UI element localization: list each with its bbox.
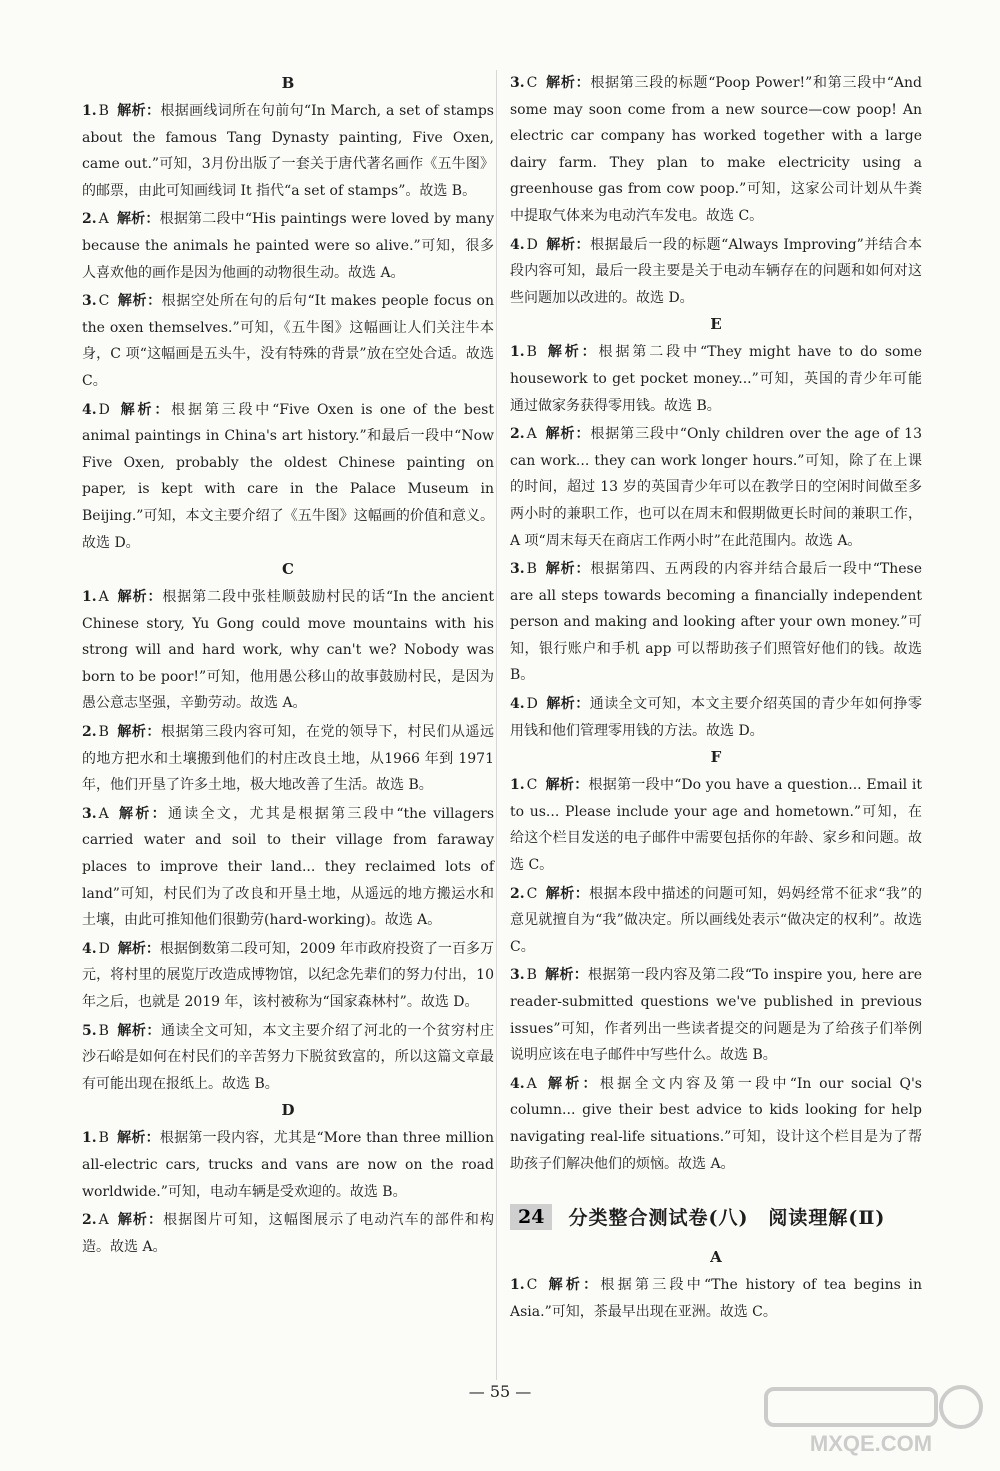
analysis-label: 解析： bbox=[116, 1022, 161, 1039]
unit-number-badge: 24 bbox=[510, 1204, 552, 1230]
question-number: 3. bbox=[82, 293, 97, 310]
answer-item bbox=[82, 719, 494, 799]
answer-item bbox=[82, 288, 494, 394]
answer-item bbox=[82, 1125, 494, 1205]
analysis-text: 根据第三段中“Five Oxen is one of the best animal paintings in China's art history.”和最后一段中“Now Five Oxen, probably the oldest Chinese painting on paper, is kept with care in the Palace Museum in Beijing.”可知，本文主要介绍了《五牛图》这幅画的价值和意义。故选 D。 bbox=[82, 401, 494, 551]
answer-item bbox=[510, 421, 922, 554]
answer-letter: C bbox=[526, 777, 538, 794]
question-number: 3. bbox=[510, 561, 525, 578]
answer-item bbox=[82, 801, 494, 934]
analysis-text: 根据第四、五两段的内容并结合最后一段中“These are all steps towards becoming a financially independent person and making and looking after your own money.”可知，银行账户和手机 app 可以帮助孩子们照管好他们的钱。故选 B。 bbox=[510, 561, 923, 684]
analysis-label: 解析： bbox=[545, 777, 589, 794]
answer-item bbox=[82, 98, 494, 204]
answer-letter: C bbox=[526, 1277, 538, 1294]
answer-letter: B bbox=[98, 1022, 109, 1039]
left-column bbox=[82, 70, 494, 1262]
answer-letter: C bbox=[526, 75, 538, 91]
answer-item bbox=[510, 881, 922, 961]
passage-letter: C bbox=[282, 560, 294, 579]
analysis-label: 解析： bbox=[117, 401, 172, 418]
answer-item bbox=[510, 691, 922, 744]
analysis-label: 解析： bbox=[544, 561, 591, 578]
passage-letter: A bbox=[710, 1248, 722, 1267]
unit-header bbox=[510, 1203, 922, 1230]
analysis-text: 根据第一段内容，尤其是“More than three million all-electric cars, trucks and vans are now on the road worldwide.”可知，电动车辆是受欢迎的。故选 B。 bbox=[82, 1130, 494, 1200]
analysis-text: 通读全文可知，本文主要介绍英国的青少年如何挣零用钱和他们管理零用钱的方法。故选 D。 bbox=[510, 696, 923, 739]
answer-letter: C bbox=[98, 293, 110, 310]
analysis-text: 根据画线词所在句前句“In March, a set of stamps about the famous Tang Dynasty painting, Five Oxen, came out.”可知，3月份出版了一套关于唐代著名画作《五牛图》的邮票，由此可知画线词 It 指代“a set of stamps”。故选 B。 bbox=[82, 103, 494, 199]
passage-letter: D bbox=[281, 1101, 295, 1120]
question-number: 1. bbox=[82, 103, 97, 119]
watermark-logo bbox=[756, 1379, 986, 1459]
analysis-label: 解析： bbox=[116, 211, 160, 228]
question-number: 1. bbox=[510, 344, 525, 361]
answer-letter: A bbox=[98, 1212, 109, 1229]
analysis-text: 根据第三段的标题“Poop Power!”和第三段中“And some may soon come from a new source—cow poop! An electric car company has worked together with a large dairy farm. They plan to make electricity using a greenhouse gas from cow poop.”可知，这家公司计划从牛粪中提取气体来为电动汽车发电。故选 C。 bbox=[510, 75, 922, 224]
answer-letter: B bbox=[98, 103, 109, 119]
answer-letter: A bbox=[526, 426, 537, 443]
answer-item bbox=[82, 206, 494, 286]
question-number: 2. bbox=[510, 426, 525, 443]
analysis-text: 根据图片可知，这幅图展示了电动汽车的部件和构造。故选 A。 bbox=[82, 1212, 495, 1255]
answer-item bbox=[82, 397, 494, 557]
question-number: 5. bbox=[82, 1022, 97, 1039]
question-number: 4. bbox=[510, 236, 525, 253]
question-number: 4. bbox=[510, 696, 525, 713]
analysis-label: 解析： bbox=[116, 805, 168, 822]
answer-letter: C bbox=[526, 885, 538, 902]
answer-item bbox=[510, 232, 922, 312]
analysis-text: 通读全文可知，本文主要介绍了河北的一个贫穷村庄沙石峪是如何在村民们的辛苦努力下脱贫致富的，所以这篇文章最有可能出现在报纸上。故选 B。 bbox=[82, 1022, 495, 1092]
answer-item bbox=[82, 584, 494, 717]
answer-letter: B bbox=[526, 344, 537, 361]
answer-item bbox=[82, 936, 494, 1016]
analysis-label: 解析： bbox=[116, 1130, 160, 1147]
answer-letter: B bbox=[98, 1130, 109, 1147]
analysis-label: 解析： bbox=[116, 724, 161, 741]
answer-item bbox=[82, 1207, 494, 1260]
analysis-text: 根据第二段中“His paintings were loved by many because the animals he painted were so alive.”可知，很多人喜欢他的画作是因为他画的动物很生动。故选 A。 bbox=[82, 211, 495, 281]
answer-letter: A bbox=[526, 1075, 537, 1092]
analysis-text: 根据倒数第二段可知，2009 年市政府投资了一百多万元，将村里的展览厅改造成博物馆，以纪念先辈们的努力付出，10 年之后，也就是 2019 年，该村被称为“国家森林村”。故选 D。 bbox=[82, 940, 495, 1010]
watermark-text: MXQE.COM bbox=[809, 1431, 933, 1456]
answer-item bbox=[82, 1018, 494, 1098]
question-number: 2. bbox=[82, 1212, 97, 1229]
question-number: 3. bbox=[510, 967, 525, 984]
answer-item bbox=[510, 1071, 922, 1177]
answer-letter: A bbox=[98, 589, 109, 606]
passage-letter: B bbox=[281, 74, 295, 92]
answer-item bbox=[510, 556, 922, 689]
analysis-label: 解析： bbox=[116, 1212, 164, 1229]
analysis-label: 解析： bbox=[545, 236, 591, 253]
question-number: 2. bbox=[82, 211, 97, 228]
analysis-text: 根据全文内容及第一段中“In our social Q's column... give their best advice to kids looking for help navigating real-life situations.”可知，设计这个栏目是为了帮助孩子们解决他们的烦恼。故选 A。 bbox=[510, 1075, 922, 1172]
column-divider bbox=[496, 70, 497, 1380]
unit-title: 分类整合测试卷(八) 阅读理解(Ⅱ) bbox=[568, 1207, 886, 1230]
question-number: 1. bbox=[510, 1277, 525, 1294]
answer-item bbox=[510, 339, 922, 419]
analysis-text: 根据第三段中“The history of tea begins in Asia.”可知，茶最早出现在亚洲。故选 C。 bbox=[510, 1277, 922, 1320]
answer-letter: B bbox=[98, 724, 109, 741]
answer-letter: D bbox=[526, 696, 538, 713]
analysis-text: 根据本段中描述的问题可知，妈妈经常不征求“我”的意见就擅自为“我”做决定。所以画线处表示“做决定的权利”。故选 C。 bbox=[510, 885, 922, 955]
analysis-text: 根据第一段内容及第二段“To inspire you, here are reader-submitted questions we've published in previous issues”可知，作者列出一些读者提交的问题是为了给孩子们举例说明应该在电子邮件中写些什么。故选 B。 bbox=[510, 967, 922, 1064]
answer-item bbox=[510, 70, 922, 230]
analysis-text: 根据第二段中“They might have to do some housework to get pocket money...”可知，英国的青少年可能通过做家务获得零用钱。故选 B。 bbox=[510, 344, 922, 414]
analysis-label: 解析： bbox=[544, 344, 599, 361]
analysis-label: 解析： bbox=[545, 1277, 601, 1294]
analysis-label: 解析： bbox=[545, 696, 590, 713]
passage-letter: E bbox=[710, 315, 722, 334]
page-number: — 55 — bbox=[468, 1382, 532, 1401]
analysis-label: 解析： bbox=[116, 589, 163, 606]
question-number: 4. bbox=[82, 401, 97, 418]
question-number: 1. bbox=[82, 589, 97, 606]
answer-letter: A bbox=[98, 805, 109, 822]
question-number: 2. bbox=[510, 885, 525, 902]
answer-item bbox=[510, 1272, 922, 1325]
question-number: 1. bbox=[510, 777, 525, 794]
answer-letter: B bbox=[526, 967, 537, 984]
answer-item bbox=[510, 962, 922, 1068]
analysis-text: 根据第二段中张桂顺鼓励村民的话“In the ancient Chinese story, Yu Gong could move mountains with his strong will and hard work, why can't we? Nobody was born to be poor!”可知，他用愚公移山的故事鼓励村民，是因为愚公意志坚强，辛勤劳动。故选 A。 bbox=[82, 589, 494, 712]
answer-letter: D bbox=[98, 401, 110, 418]
right-column bbox=[510, 70, 922, 1327]
analysis-label: 解析： bbox=[544, 1075, 600, 1092]
analysis-label: 解析： bbox=[544, 426, 591, 443]
analysis-text: 根据最后一段的标题“Always Improving”并结合本段内容可知，最后一段主要是关于电动车辆存在的问题和如何对这些问题加以改进的。故选 D。 bbox=[510, 236, 923, 306]
question-number: 3. bbox=[510, 75, 525, 91]
analysis-text: 根据第一段中“Do you have a question... Email it to us... Please include your age and hometown.”可知，在给这个栏目发送的电子邮件中需要包括你的年龄、家乡和问题。故选 C。 bbox=[510, 777, 922, 874]
question-number: 4. bbox=[82, 940, 97, 957]
analysis-label: 解析： bbox=[544, 967, 588, 984]
analysis-label: 解析： bbox=[545, 885, 590, 902]
answer-letter: A bbox=[98, 211, 109, 228]
analysis-label: 解析： bbox=[545, 75, 591, 91]
analysis-label: 解析： bbox=[117, 940, 160, 957]
analysis-text: 根据第三段中“Only children over the age of 13 can work... they can work longer hours.”可知，除了在上课的时间，超过 13 岁的英国青少年可以在教学日的空闲时间做至多两小时的兼职工作，也可以在周末和假期做更长时间的兼职工作，A 项“周末每天在商店工作两小时”在此范围内。故选 A。 bbox=[510, 426, 922, 549]
analysis-label: 解析： bbox=[116, 103, 161, 119]
question-number: 4. bbox=[510, 1075, 525, 1092]
analysis-text: 根据空处所在句的后句“It makes people focus on the oxen themselves.”可知，《五牛图》这幅画让人们关注牛本身，C 项“这幅画是五头牛，没有特殊的背景”放在空处合适。故选 C。 bbox=[82, 293, 495, 389]
analysis-text: 根据第三段内容可知，在党的领导下，村民们从遥远的地方把水和土壤搬到他们的村庄改良土地，从1966 年到 1971 年，他们开垦了许多土地，极大地改善了生活。故选 B。 bbox=[82, 724, 495, 794]
answer-letter: B bbox=[526, 561, 537, 578]
analysis-label: 解析： bbox=[117, 293, 162, 310]
answer-letter: D bbox=[526, 236, 538, 253]
answer-letter: D bbox=[98, 940, 110, 957]
question-number: 2. bbox=[82, 724, 97, 741]
question-number: 3. bbox=[82, 805, 97, 822]
analysis-text: 通读全文，尤其是根据第三段中“the villagers carried water and soil to their village from faraway places to improve their land... they reclaimed lots of land”可知，村民们为了改良和开垦土地，从遥远的地方搬运水和土壤，由此可推知他们很勤劳(hard-working)。故选 A。 bbox=[82, 805, 494, 929]
passage-letter: F bbox=[710, 748, 722, 767]
answer-item bbox=[510, 772, 922, 878]
question-number: 1. bbox=[82, 1130, 97, 1147]
